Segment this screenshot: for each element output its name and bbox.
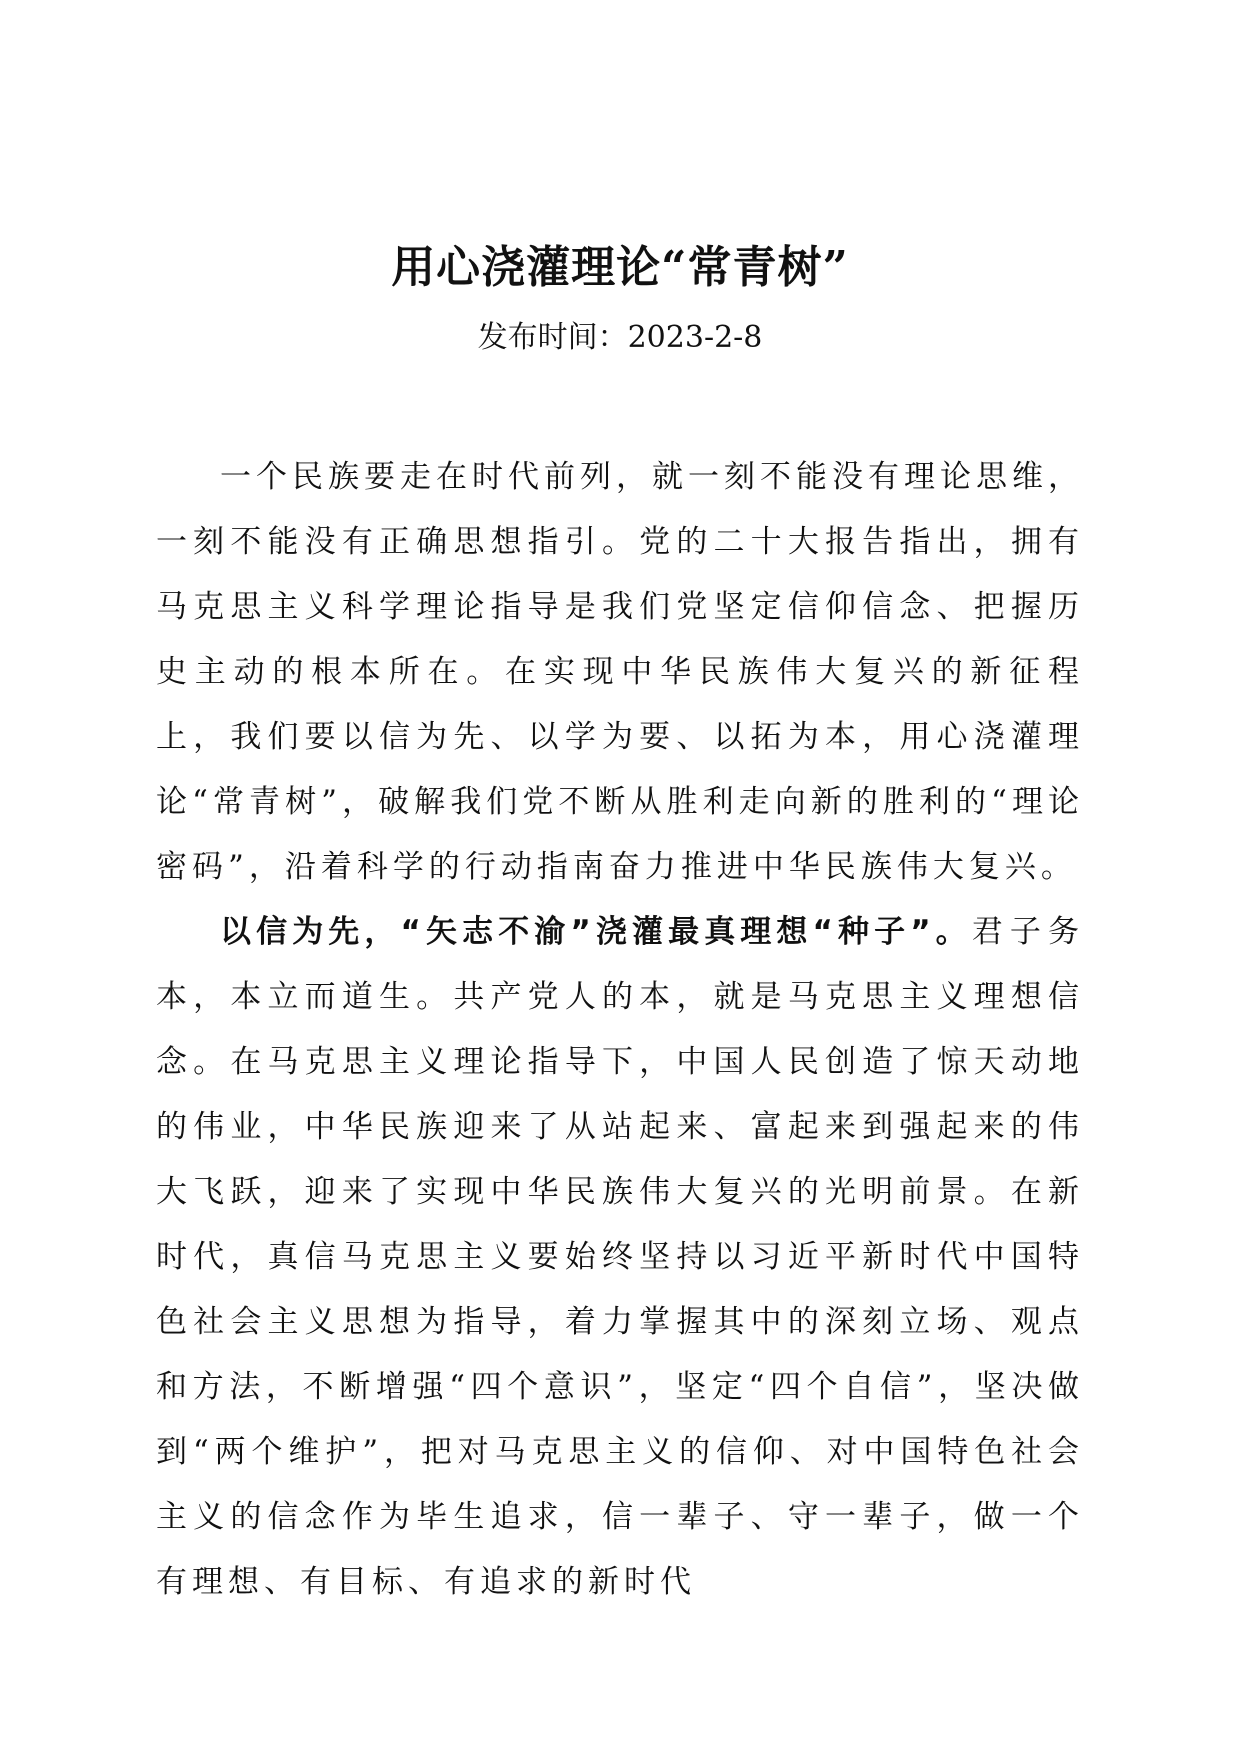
paragraph-lead-heading: 以信为先，“矢志不渝”浇灌最真理想“种子”。	[220, 914, 972, 950]
paragraph-text: 君子务本，本立而道生。共产党人的本，就是马克思主义理想信念。在马克思主义理论指导下，中国人民创造了惊天动地的伟业，中华民族迎来了从站起来、富起来到强起来的伟大飞跃，迎来了实现中华民族伟大复兴的光明前景。在新时代，真信马克思主义要始终坚持以习近平新时代中国特色社会主义思想为指导，着力掌握其中的深刻立场、观点和方法，不断增强“四个意识”，坚定“四个自信”，坚决做到“两个维护”，把对马克思主义的信仰、对中国特色社会主义的信念作为毕生追求，信一辈子、守一辈子，做一个有理想、有目标、有追求的新时代	[156, 914, 1085, 1600]
document-title: 用心浇灌理论“常青树”	[391, 242, 849, 293]
publish-date: 发布时间：2023-2-8	[477, 320, 763, 355]
paragraph-faith-first	[156, 900, 1084, 1615]
document-body	[156, 445, 1084, 1615]
paragraph-intro	[156, 445, 1084, 900]
paragraph-text: 一个民族要走在时代前列，就一刻不能没有理论思维，一刻不能没有正确思想指引。党的二十大报告指出，拥有马克思主义科学理论指导是我们党坚定信仰信念、把握历史主动的根本所在。在实现中华民族伟大复兴的新征程上，我们要以信为先、以学为要、以拓为本，用心浇灌理论“常青树”，破解我们党不断从胜利走向新的胜利的“理论密码”，沿着科学的行动指南奋力推进中华民族伟大复兴。	[156, 459, 1084, 885]
